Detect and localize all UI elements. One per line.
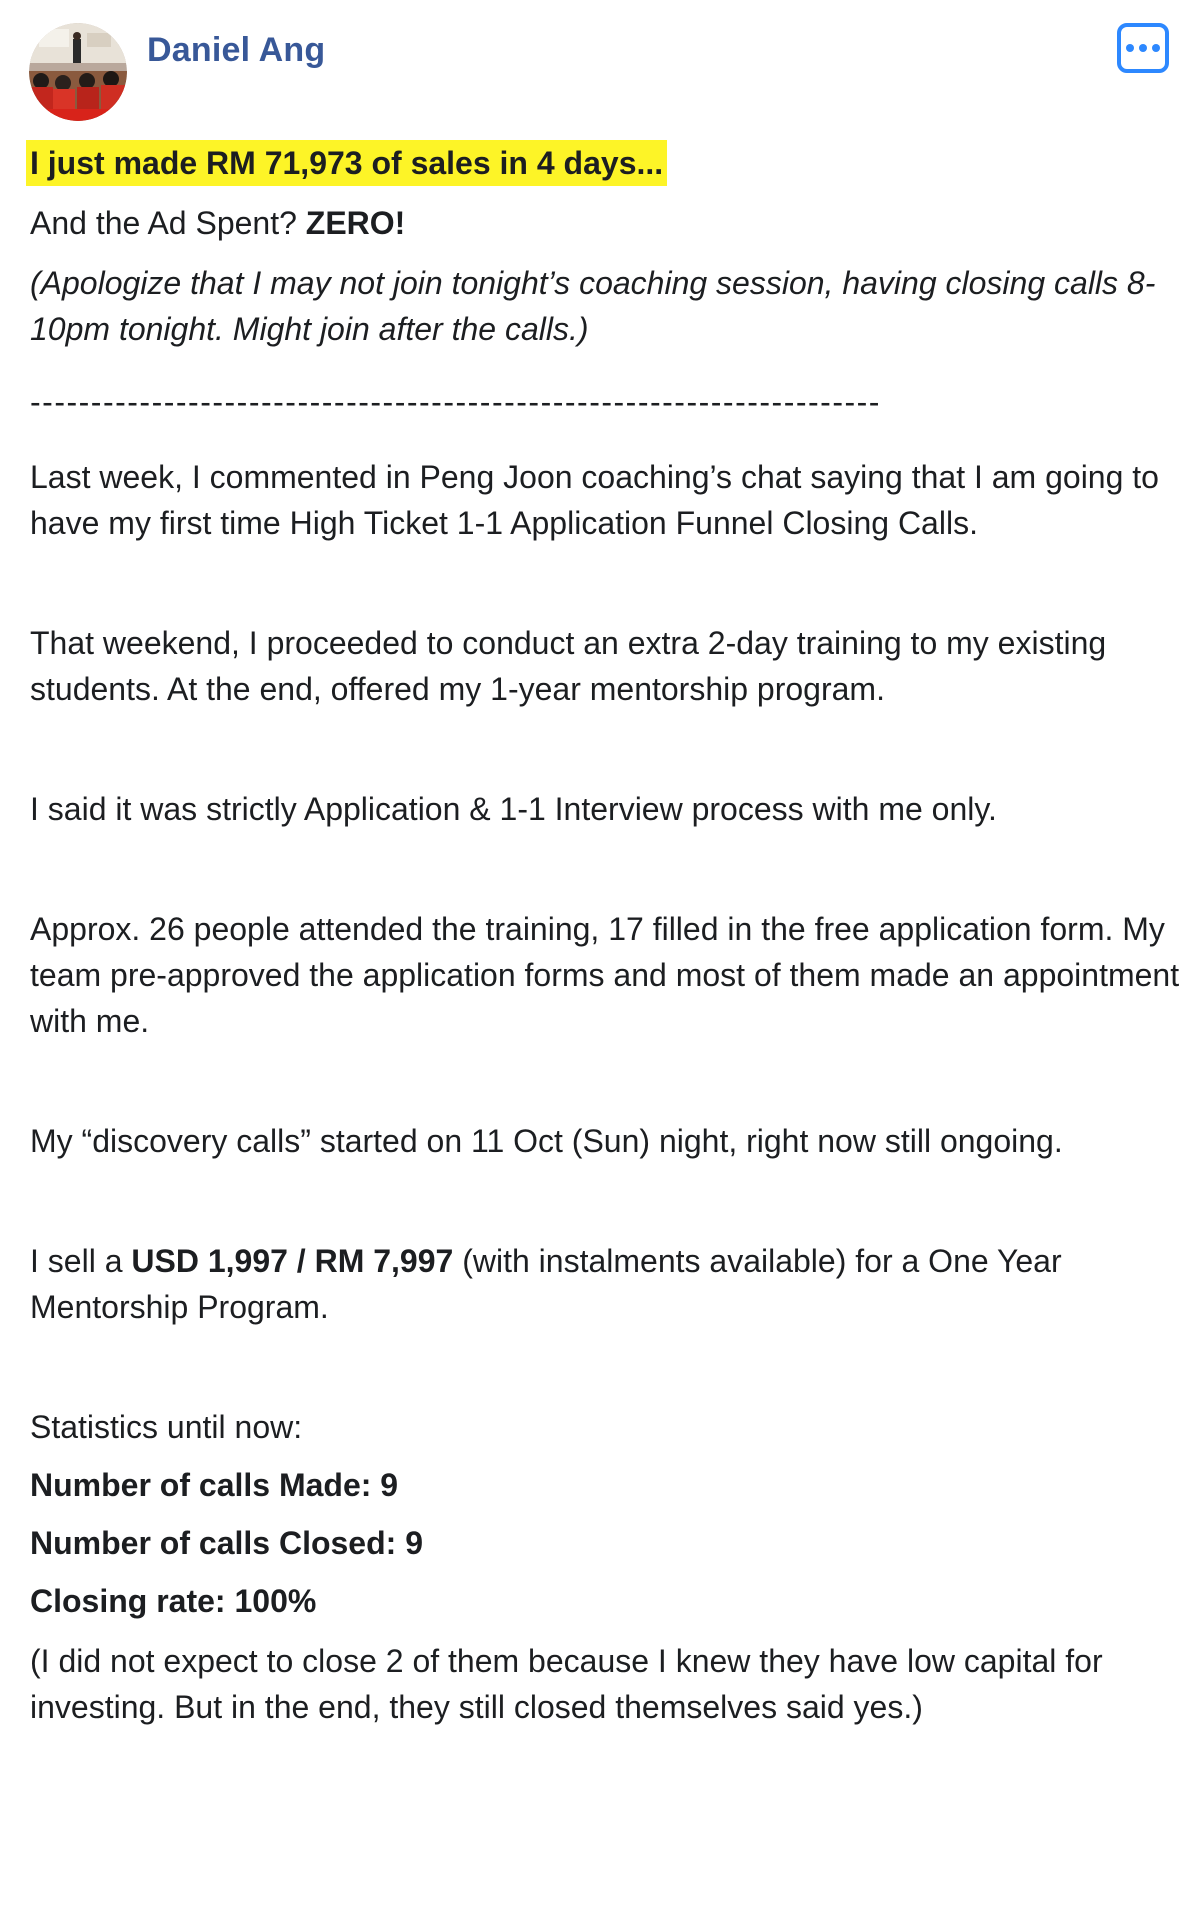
closing-note: (I did not expect to close 2 of them because I knew they have low capital for investing. But in the end, they still closed themselves said yes.) xyxy=(30,1643,1103,1725)
paragraph-strict: I said it was strictly Application & 1-1 Interview process with me only. xyxy=(30,791,997,827)
headline-line xyxy=(30,140,1180,186)
more-options-button[interactable] xyxy=(1117,23,1169,73)
stat-calls-closed: Number of calls Closed: 9 xyxy=(30,1525,423,1561)
paragraph-last-week: Last week, I commented in Peng Joon coaching’s chat saying that I am going to have my first time High Ticket 1-1 Application Funnel Closing Calls. xyxy=(30,459,1159,541)
stat-closing-rate: Closing rate: 100% xyxy=(30,1583,317,1619)
paragraph-discovery: My “discovery calls” started on 11 Oct (Sun) night, right now still ongoing. xyxy=(30,1123,1063,1159)
paragraph-weekend: That weekend, I proceeded to conduct an extra 2-day training to my existing students. At the end, offered my 1-year mentorship program. xyxy=(30,625,1107,707)
paragraph-approx: Approx. 26 people attended the training, 17 filled in the free application form. My team pre-approved the application forms and most of them made an appointment with me. xyxy=(30,911,1180,1039)
sell-prefix: I sell a xyxy=(30,1243,132,1279)
author-name[interactable]: Daniel Ang xyxy=(147,31,326,69)
more-options-icon xyxy=(1126,44,1134,52)
ad-spent-value: ZERO! xyxy=(305,205,406,241)
ad-spent-line xyxy=(30,200,1180,246)
more-options-icon xyxy=(1139,44,1147,52)
avatar[interactable] xyxy=(29,23,127,121)
divider: ---------------------------------------------------------------------- xyxy=(30,384,881,420)
stat-calls-made: Number of calls Made: 9 xyxy=(30,1467,399,1503)
headline: I just made RM 71,973 of sales in 4 days... xyxy=(26,140,667,186)
post-header xyxy=(29,23,1169,123)
paragraph-sell xyxy=(30,1238,1180,1330)
more-options-icon xyxy=(1152,44,1160,52)
post-body xyxy=(30,140,1180,1730)
apology-note: (Apologize that I may not join tonight’s coaching session, having closing calls 8-10pm tonight. Might join after the calls.) xyxy=(30,265,1156,347)
sell-price: USD 1,997 / RM 7,997 xyxy=(131,1243,454,1279)
sell-suffix: (with instalments available) for a One Year Mentorship Program. xyxy=(30,1243,1062,1325)
stats-heading: Statistics until now: xyxy=(30,1409,303,1445)
ad-spent-label: And the Ad Spent? xyxy=(30,205,306,241)
avatar-photo-icon xyxy=(29,23,127,121)
